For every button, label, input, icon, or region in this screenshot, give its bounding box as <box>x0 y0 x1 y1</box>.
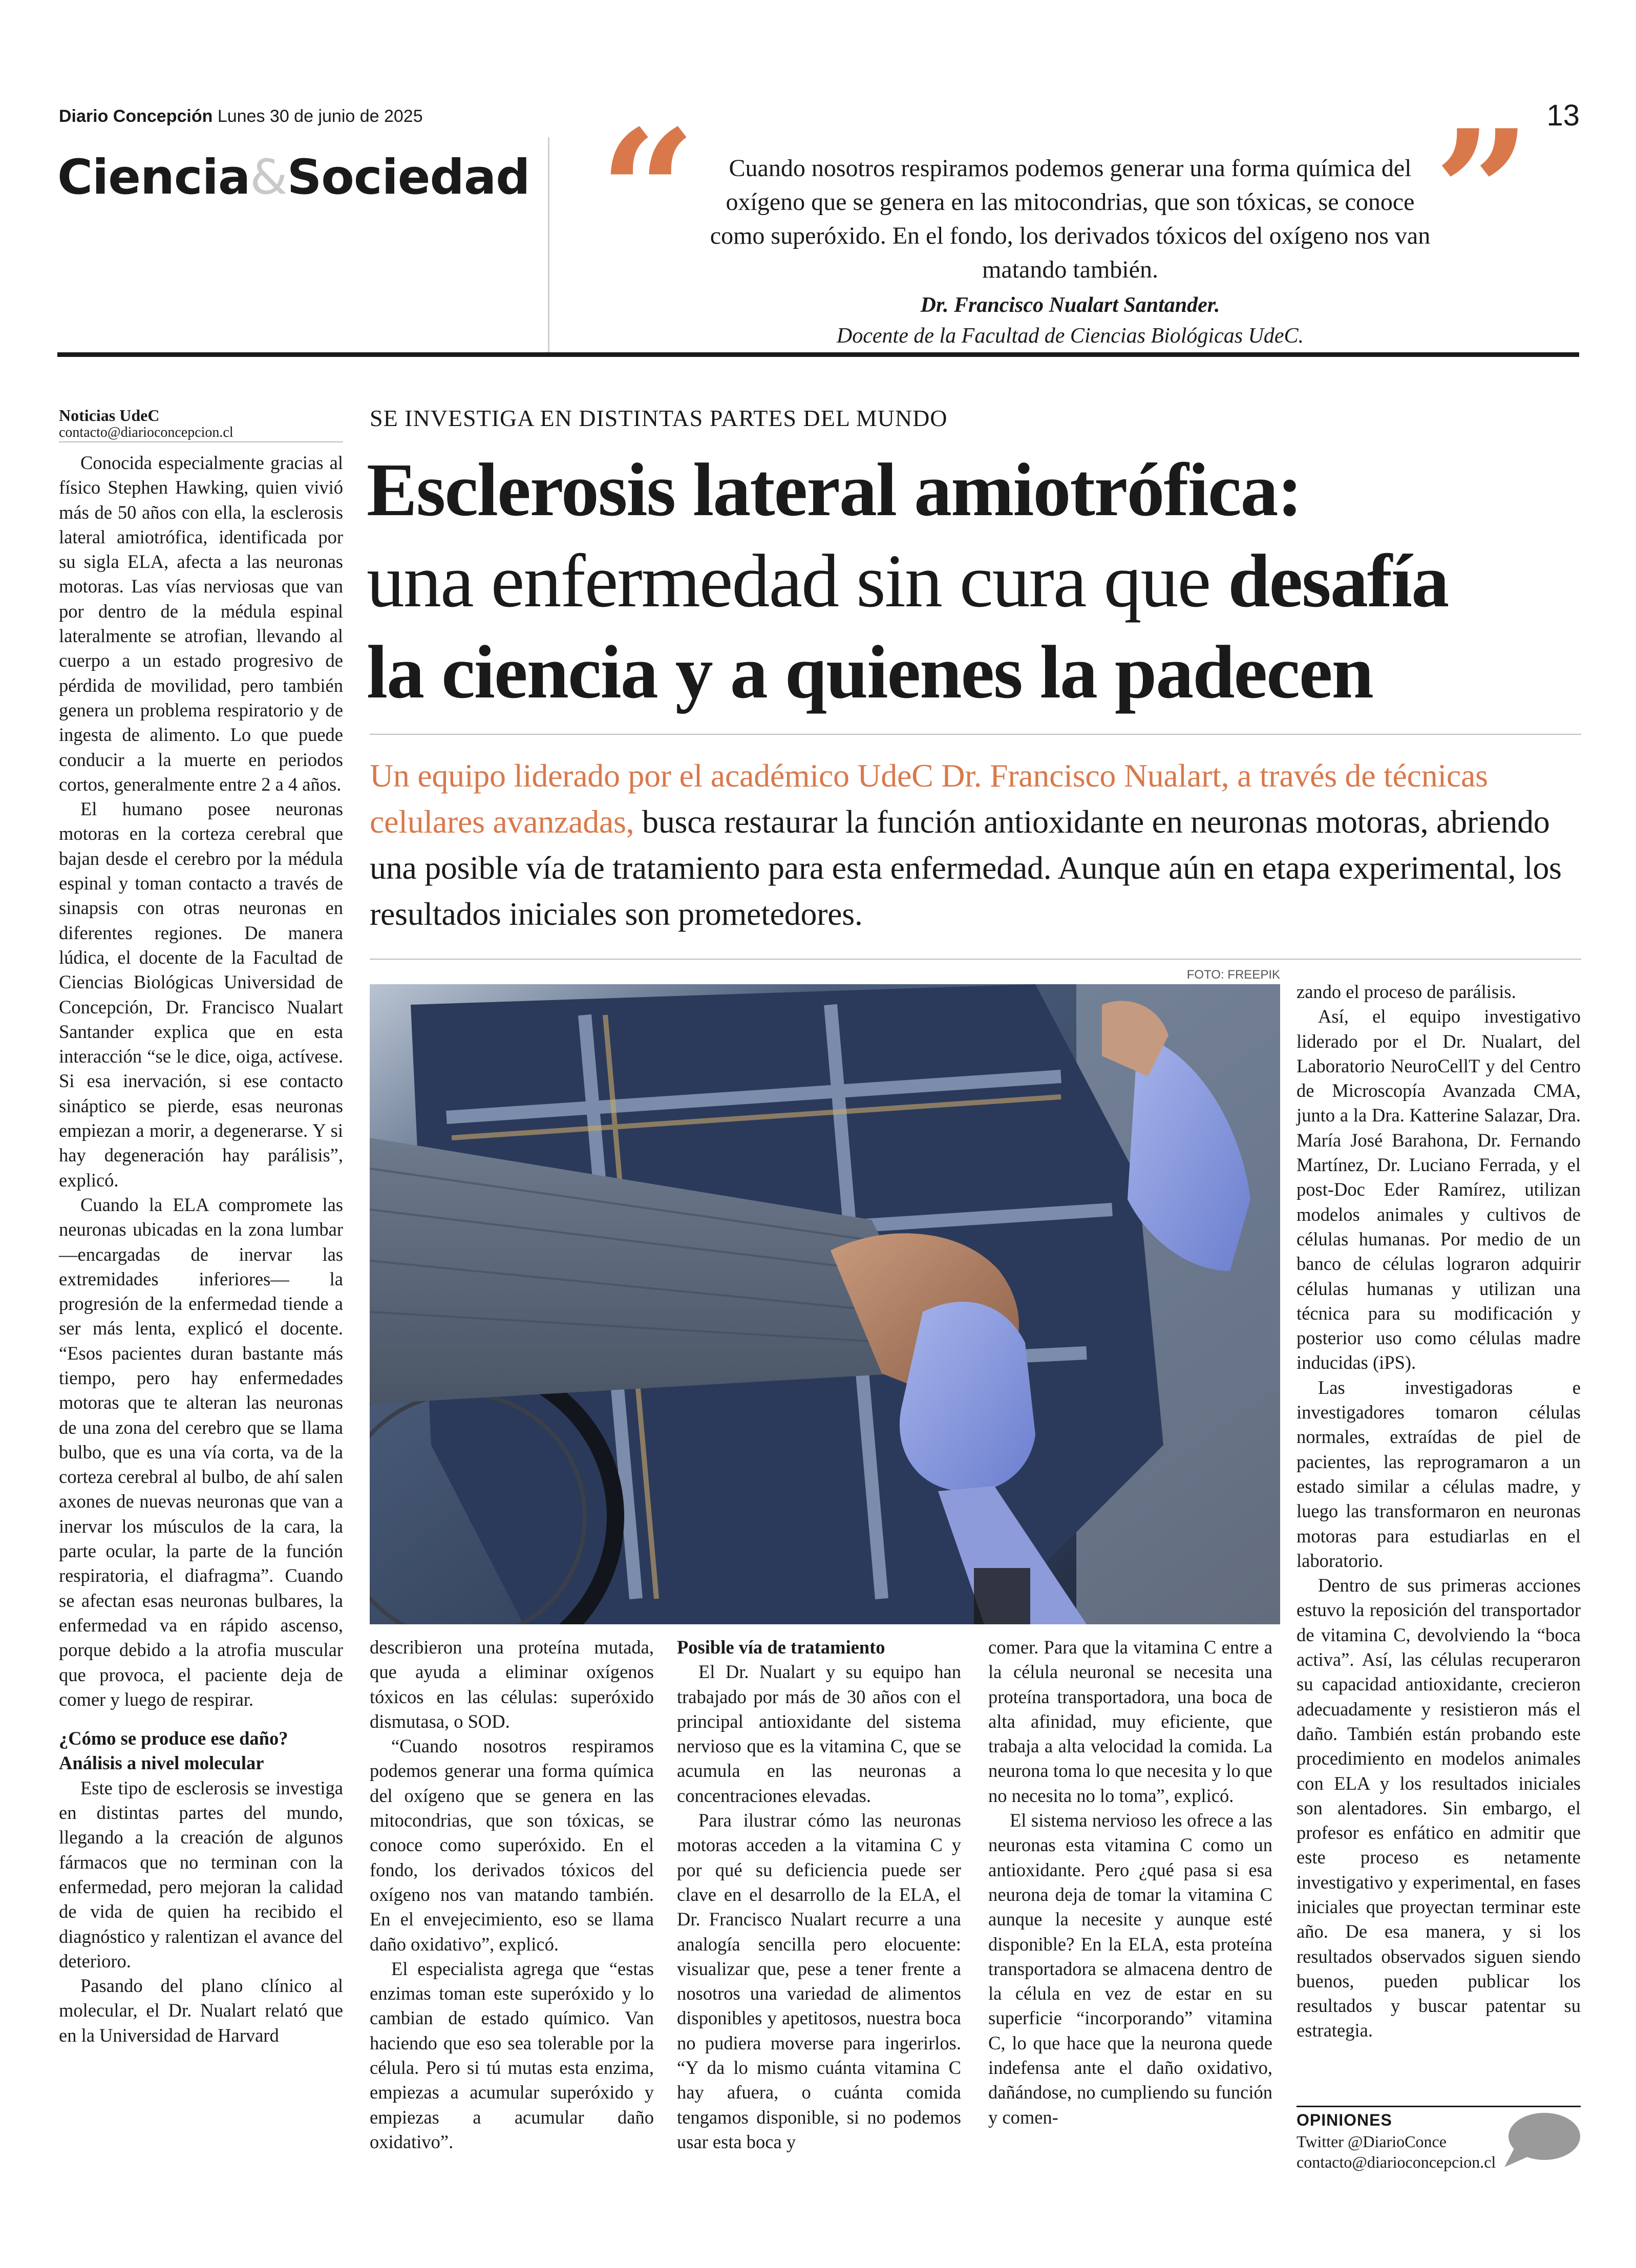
deck-rest: busca restaurar la función antioxidante en neuronas motoras, abriendo una posible vía de tratamiento para esta enfermedad. Aunque aún en etapa experimental, los resultados iniciales son prometedores. <box>370 803 1562 932</box>
opinion-email: contacto@diarioconcepcion.cl <box>1297 2153 1496 2171</box>
subheading: Análisis a nivel molecular <box>59 1752 264 1774</box>
paragraph: describieron una proteína mutada, que ayuda a eliminar oxígenos tóxicos en las células: superóxido dismutasa, o SOD. <box>370 1637 654 1732</box>
byline <box>59 406 343 441</box>
byline-email: contacto@diarioconcepcion.cl <box>59 425 233 440</box>
paragraph: Pasando del plano clínico al molecular, el Dr. Nualart relató que en la Universidad de Harvard <box>59 1975 343 2046</box>
chat-bubble-icon <box>1500 2110 1582 2170</box>
section-title <box>57 150 530 205</box>
paragraph: Este tipo de esclerosis se investiga en distintas partes del mundo, llegando a la creación de algunos fármacos que no terminan con la enfermedad, pero mejoran la calidad de vida de quien ha recibido el diagnóstico y ralentizan el avance del deterioro. <box>59 1777 343 1972</box>
headline-line3: la ciencia y a quienes la padecen <box>367 630 1373 714</box>
opinion-twitter: Twitter @DiarioConce <box>1297 2132 1447 2151</box>
article-photo <box>370 984 1280 1624</box>
body-column-4 <box>988 1635 1272 2130</box>
page-number: 13 <box>1546 99 1580 132</box>
byline-source: Noticias UdeC <box>59 406 160 425</box>
open-quote-icon: “ <box>599 93 696 291</box>
opinion-label: OPINIONES <box>1297 2111 1392 2129</box>
deck-lead: Un equipo liderado por el académico UdeC Dr. Francisco Nualart, a través de técnicas celulares avanzadas, <box>370 757 1488 840</box>
paragraph: El sistema nervioso les ofrece a las neuronas esta vitamina C como un antioxidante. Pero ¿qué pasa si esa neurona deja de tomar la vitamina C aunque la necesite y aunque esté disponible? En la ELA, esta proteína transportadora se almacena dentro de la célula en vez de estar en su superficie “incorporando” vitamina C, lo que hace que la neurona quede indefensa ante el daño oxidativo, dañándose, no cumpliendo su función y comen- <box>988 1810 1272 2128</box>
pull-quote <box>707 152 1434 351</box>
deck-rule <box>370 959 1581 960</box>
pull-quote-text: Cuando nosotros respiramos podemos generar una forma química del oxígeno que se genera en las mitocondrias, que son tóxicas, se conoce como superóxido. En el fondo, los derivados tóxicos del oxígeno nos van matando también. <box>710 155 1431 283</box>
paragraph: El especialista agrega que “estas enzimas toman este superóxido y lo cambian de estado químico. Van haciendo que eso sea tolerable por la célula. Pero si tú mutas esta enzima, empiezas a acumular superóxido y empiezas a acumular daño oxidativo”. <box>370 1958 654 2152</box>
paragraph: Para ilustrar cómo las neuronas motoras acceden a la vitamina C y por qué su deficiencia puede ser clave en el desarrollo de la ELA, el Dr. Francisco Nualart recurre a una analogía sencilla pero elocuente: visualizar que, pese a tener frente a nosotros una variedad de alimentos disponibles y apetitosos, nuestra boca no pudiera moverse para ingerirlos. “Y da lo mismo cuánta vitamina C hay afuera, o cuánta comida tengamos disponible, si no podemos usar esta boca y <box>677 1810 961 2152</box>
opinion-rule <box>1297 2106 1581 2107</box>
close-quote-icon: ” <box>1434 93 1531 291</box>
byline-rule <box>59 441 343 442</box>
paragraph: Dentro de sus primeras acciones estuvo la reposición del transportador de vitamina C, devolviendo la “boca activa”. Así, las células recuperaron su capacidad antioxidante, crecieron adecuadamente y resistieron más el daño. También están probando este procedimiento en modelos animales con ELA y los resultados iniciales son alentadores. Sin embargo, el profesor es enfático en admitir que este proceso es netamente investigativo y experimental, en fases iniciales que proyectan terminar este año. De esa manera, y si los resultados observados siguen siendo buenos, pueden publicar los resultados y buscar patentar su estrategia. <box>1297 1575 1581 2041</box>
body-column-2 <box>370 1635 654 2154</box>
pull-quote-author: Dr. Francisco Nualart Santander. <box>920 293 1220 317</box>
paragraph: Conocida especialmente gracias al físico Stephen Hawking, quien vivió más de 50 años con ella, la esclerosis lateral amiotrófica, identificada por su sigla ELA, afecta a las neuronas motoras. Las vías nerviosas que van por dentro de la médula espinal lateralmente se atrofian, llevando al cuerpo a un estado progresivo de pérdida de movilidad, pero también genera un problema respiratorio y de ingesta de alimento. Lo que puede conducir a la muerte en periodos cortos, generalmente entre 2 a 4 años. <box>59 452 343 795</box>
photo-credit: FOTO: FREEPIK <box>1186 968 1280 982</box>
masthead <box>59 107 423 126</box>
paragraph: Las investigadoras e investigadores tomaron células normales, extraídas de piel de pacientes, las reprogramaron a un estado similar a células madre, y luego las transformaron en neuronas motoras para estudiarlas en el laboratorio. <box>1297 1376 1581 1571</box>
headline <box>367 444 1596 718</box>
headline-line1: Esclerosis lateral amiotrófica: <box>367 448 1302 532</box>
headline-rule <box>370 734 1581 735</box>
section-title-amp: & <box>250 150 287 205</box>
kicker: SE INVESTIGA EN DISTINTAS PARTES DEL MUNDO <box>370 405 948 431</box>
header-rule <box>57 352 1579 357</box>
header-divider <box>548 137 549 352</box>
headline-line2-bold: desafía <box>1228 539 1449 623</box>
paragraph: El Dr. Nualart y su equipo han trabajado por más de 30 años con el principal antioxidante del sistema nervioso que es la vitamina C, que se acumula en las neuronas a concentraciones elevadas. <box>677 1661 961 1806</box>
opinion-box <box>1297 2109 1512 2172</box>
section-title-part1: Ciencia <box>57 150 250 205</box>
subheading: ¿Cómo se produce ese daño? <box>59 1728 288 1749</box>
body-column-1 <box>59 451 343 2048</box>
deck <box>370 753 1583 937</box>
pull-quote-role: Docente de la Facultad de Ciencias Biológicas UdeC. <box>836 324 1304 348</box>
publication-date: Lunes 30 de junio de 2025 <box>217 107 423 126</box>
section-title-part2: Sociedad <box>287 150 530 205</box>
paragraph: Cuando la ELA compromete las neuronas ubicadas en la zona lumbar —encargadas de inervar las extremidades inferiores— la progresión de la enfermedad tiende a ser más lenta, explicó el docente. “Esos pacientes duran bastante más tiempo, pero hay enfermedades motoras que te alteran las neuronas de una zona del cerebro que se llama bulbo, que es una vía corta, va de la corteza cerebral al bulbo, de ahí salen axones de nuevas neuronas que van a inervar los músculos de la cara, la parte ocular, la parte de la función respiratoria, el diafragma”. Cuando se afectan esas neuronas bulbares, la enfermedad va en rápido ascenso, porque debido a la atrofia muscular que provoca, el paciente deja de comer y luego de respirar. <box>59 1194 343 1710</box>
paragraph: El humano posee neuronas motoras en la corteza cerebral que bajan desde el cerebro por la médula espinal y toman contacto a través de sinapsis con otras neuronas en diferentes regiones. De manera lúdica, el docente de la Facultad de Ciencias Biológicas Universidad de Concepción, Dr. Francisco Nualart Santander explica que en esta interacción “se le dice, oiga, actívese. Si esa inervación, si ese contacto sináptico se pierde, esas neuronas empiezan a morir, a degenerarse. Y si hay degeneración hay parálisis”, explicó. <box>59 798 343 1191</box>
body-column-3 <box>677 1635 961 2154</box>
paragraph: Así, el equipo investigativo liderado por el Dr. Nualart, del Laboratorio NeuroCellT y del Centro de Microscopía Avanzada CMA, junto a la Dra. Katterine Salazar, Dra. María José Barahona, Dr. Fernando Martínez, Dr. Luciano Ferrada, y el post-Doc Eder Ramírez, utilizan modelos animales y cultivos de células humanas. Por medio de un banco de células lograron adquirir células humanas y utilizan una técnica para su modificación y posterior uso como células madre inducidas (iPS). <box>1297 1006 1581 1373</box>
body-column-5 <box>1297 980 1581 2043</box>
headline-line2-light: una enfermedad sin cura que <box>367 539 1228 623</box>
subheading: Posible vía de tratamiento <box>677 1637 885 1658</box>
publication-name: Diario Concepción <box>59 107 213 126</box>
paragraph: zando el proceso de parálisis. <box>1297 981 1516 1002</box>
paragraph: comer. Para que la vitamina C entre a la célula neuronal se necesita una proteína transportadora, una boca de alta afinidad, muy eficiente, que trabaja a alta velocidad la comida. La neurona toma lo que necesita y lo que no necesita no lo toma”, explicó. <box>988 1637 1272 1806</box>
paragraph: “Cuando nosotros respiramos podemos generar una forma química del oxígeno que se genera en las mitocondrias, que son tóxicas, se conoce como superóxido. En el fondo, los derivados tóxicos del oxígeno nos van matando también. En el envejecimiento, eso se llama daño oxidativo”, explicó. <box>370 1735 654 1955</box>
